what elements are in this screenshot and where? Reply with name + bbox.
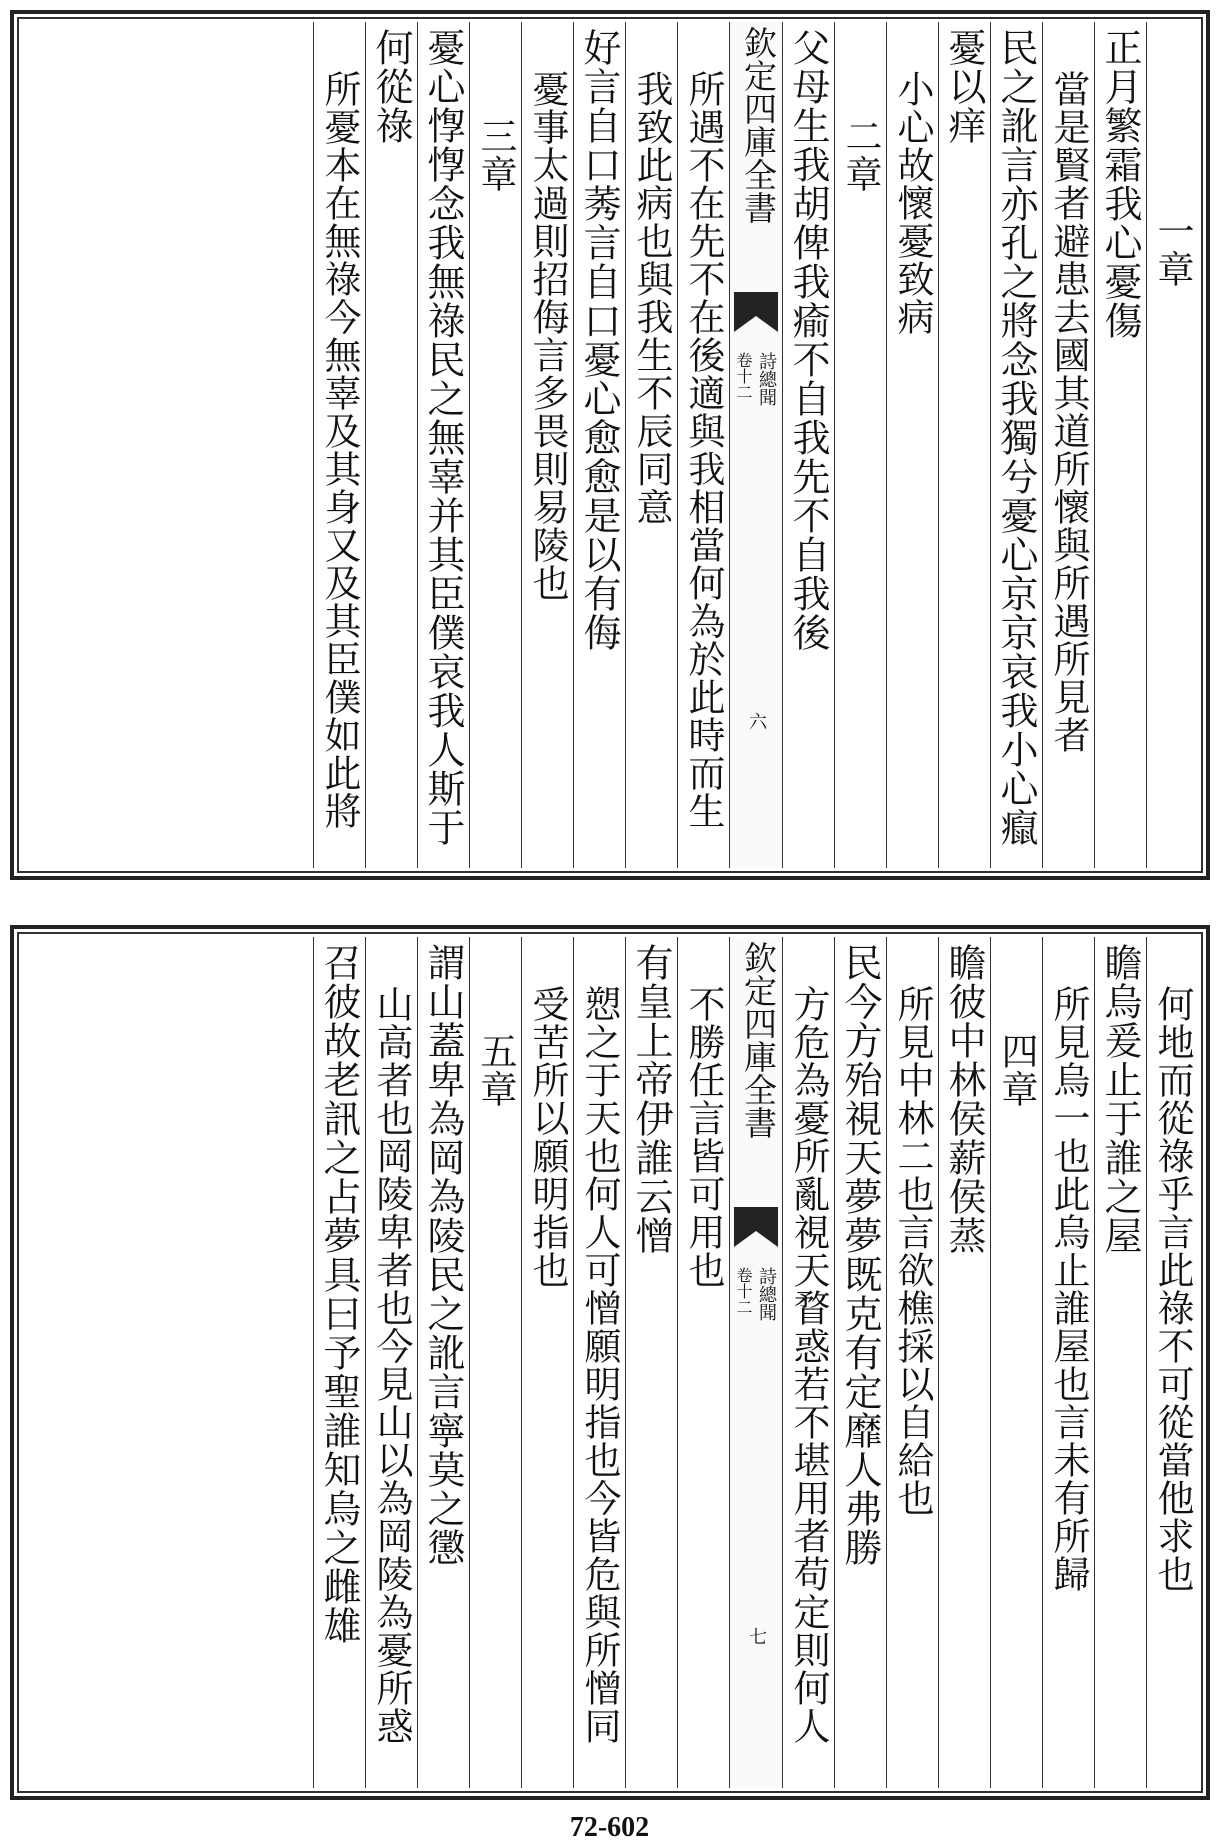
column-text: 當是賢者避患去國其道所懷與所遇所見者 (1047, 70, 1090, 754)
book-title: 詩總聞 (756, 352, 777, 406)
leaf-number: 七 (746, 1627, 767, 1645)
top-columns (22, 22, 1198, 868)
verse-column (938, 22, 990, 868)
verse-column (990, 22, 1042, 868)
commentary-column (573, 937, 625, 1788)
top-page-panel (10, 10, 1210, 880)
bottom-columns (22, 937, 1198, 1788)
commentary-column (1146, 937, 1198, 1788)
commentary-column (521, 22, 573, 868)
volume-label: 卷十二 (734, 1267, 753, 1315)
verse-column (782, 22, 834, 868)
column-text: 四章 (995, 1032, 1038, 1108)
verse-column (573, 22, 625, 868)
column-text: 所見烏一也此烏止誰屋也言未有所歸 (1047, 985, 1090, 1593)
verse-column (1094, 22, 1146, 868)
column-text: 正月繁霜我心憂傷 (1098, 28, 1142, 340)
column-text: 憂事太過則招侮言多畏則易陵也 (526, 70, 569, 602)
column-text: 憂以痒 (942, 28, 986, 145)
commentary-column (625, 22, 677, 868)
commentary-column (886, 22, 938, 868)
column-text: 五章 (474, 1032, 517, 1108)
column-text: 小心故懷憂致病 (891, 70, 934, 336)
column-text: 所憂本在無祿今無辜及其身又及其臣僕如此將 (318, 70, 361, 830)
verse-column (834, 937, 886, 1788)
book-title: 詩總聞 (756, 1267, 777, 1321)
chapter-heading-column (469, 937, 521, 1788)
chapter-heading-column (1146, 22, 1198, 868)
fishtail-mark-icon (734, 1207, 778, 1247)
commentary-column (521, 937, 573, 1788)
chapter-heading-column (834, 22, 886, 868)
column-text: 憂心惸惸念我無祿民之無辜并其臣僕哀我人斯于 (421, 28, 465, 847)
chapter-heading-column (469, 22, 521, 868)
column-text: 何地而從祿乎言此祿不可從當他求也 (1151, 985, 1194, 1593)
commentary-column (1042, 22, 1094, 868)
verse-column (1094, 937, 1146, 1788)
column-text: 受苦所以願明指也 (526, 985, 569, 1289)
column-text: 二章 (839, 117, 882, 193)
column-text: 瞻烏爰止于誰之屋 (1098, 943, 1142, 1255)
column-text: 三章 (474, 117, 517, 193)
verse-column (938, 937, 990, 1788)
column-text: 謂山蓋卑為岡為陵民之訛言寧莫之懲 (421, 943, 465, 1567)
column-text: 召彼故老訊之占夢具曰予聖誰知烏之雌雄 (317, 943, 361, 1645)
column-text: 民今方殆視天夢夢既克有定靡人弗勝 (838, 943, 882, 1567)
bottom-page-panel (10, 925, 1210, 1800)
column-text: 何從祿 (369, 28, 413, 145)
column-text: 一章 (1151, 212, 1194, 288)
verse-column (365, 22, 417, 868)
verse-column (417, 937, 469, 1788)
commentary-column (677, 937, 729, 1788)
column-text: 方危為憂所亂視天瞀惑若不堪用者苟定則何人 (787, 985, 830, 1745)
column-text: 不勝任言皆可用也 (682, 985, 725, 1289)
library-title: 欽定四庫全書 (739, 26, 778, 224)
commentary-column (677, 22, 729, 868)
verse-column (625, 937, 677, 1788)
verse-column (417, 22, 469, 868)
chapter-heading-column (990, 937, 1042, 1788)
volume-label: 卷十二 (734, 352, 753, 400)
column-text: 所遇不在先不在後適與我相當何為於此時而生 (682, 70, 725, 830)
column-text: 民之訛言亦孔之將念我獨兮憂心京京哀我小心癙 (994, 28, 1038, 847)
column-text: 我致此病也與我生不辰同意 (630, 70, 673, 526)
leaf-number: 六 (746, 712, 767, 730)
fishtail-mark-icon (734, 292, 778, 332)
commentary-column (886, 937, 938, 1788)
page-number: 72-602 (569, 1812, 650, 1843)
column-text: 所見中林二也言欲樵採以自給也 (891, 985, 934, 1517)
commentary-column (1042, 937, 1094, 1788)
column-text: 瞻彼中林侯薪侯蒸 (942, 943, 986, 1255)
column-text: 有皇上帝伊誰云憎 (629, 943, 673, 1255)
center-gutter (729, 937, 782, 1788)
verse-column (313, 937, 365, 1788)
library-title: 欽定四庫全書 (739, 941, 778, 1139)
commentary-column (782, 937, 834, 1788)
column-text: 山高者也岡陵卑者也今見山以為岡陵為憂所惑 (370, 985, 413, 1745)
center-gutter (729, 22, 782, 868)
commentary-column (313, 22, 365, 868)
column-text: 好言自口莠言自口憂心愈愈是以有侮 (577, 28, 621, 652)
column-text: 愬之于天也何人可憎願明指也今皆危與所憎同 (578, 985, 621, 1745)
commentary-column (365, 937, 417, 1788)
column-text: 父母生我胡俾我瘉不自我先不自我後 (786, 28, 830, 652)
